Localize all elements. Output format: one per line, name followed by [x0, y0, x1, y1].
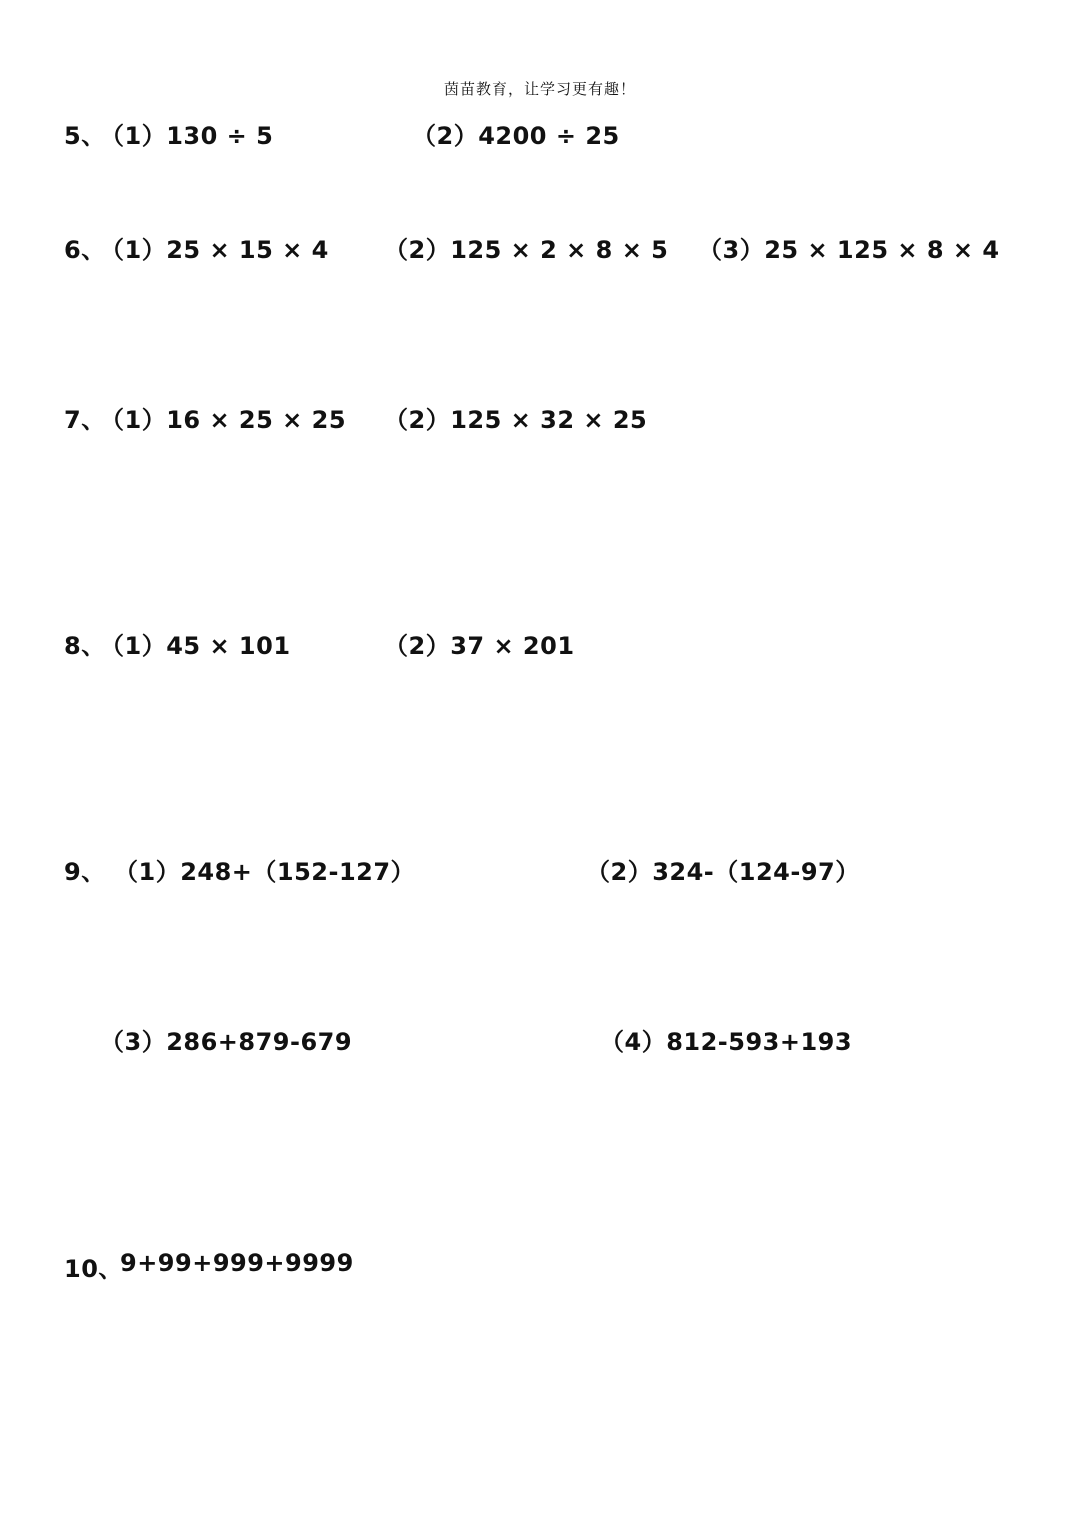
problem-number: 9、 — [64, 858, 106, 886]
problem-part: （1）25 × 15 × 4 — [100, 236, 329, 264]
problem-number: 6、 — [64, 236, 106, 264]
problem-part: （1）45 × 101 — [100, 632, 291, 660]
problem-part: （3）25 × 125 × 8 × 4 — [698, 236, 1000, 264]
problem-part: （1）16 × 25 × 25 — [100, 406, 347, 434]
problem-9-continued — [0, 1022, 1080, 1058]
problem-9 — [0, 852, 1080, 888]
problem-8 — [0, 626, 1080, 662]
problem-number: 8、 — [64, 632, 106, 660]
problem-part: （2）125 × 2 × 8 × 5 — [384, 236, 669, 264]
problem-part: （2）324-（124-97） — [586, 858, 860, 886]
problem-part: 9+99+999+9999 — [120, 1249, 354, 1277]
problem-part: （2）37 × 201 — [384, 632, 575, 660]
problem-part: （3）286+879-679 — [100, 1028, 353, 1056]
problem-part: （2）125 × 32 × 25 — [384, 406, 648, 434]
problem-part: （4）812-593+193 — [600, 1028, 853, 1056]
page-header: 茵苗教育，让学习更有趣！ — [443, 80, 636, 98]
problem-part: （1）130 ÷ 5 — [100, 122, 274, 150]
problem-part: （1）248+（152-127） — [114, 858, 416, 886]
problem-6 — [0, 230, 1080, 266]
problem-number: 5、 — [64, 122, 106, 150]
problem-7 — [0, 400, 1080, 436]
problem-number: 7、 — [64, 406, 106, 434]
problem-part: （2）4200 ÷ 25 — [412, 122, 620, 150]
problem-10 — [0, 1249, 1080, 1285]
problem-number: 10、 — [64, 1255, 123, 1283]
problem-5 — [0, 116, 1080, 152]
